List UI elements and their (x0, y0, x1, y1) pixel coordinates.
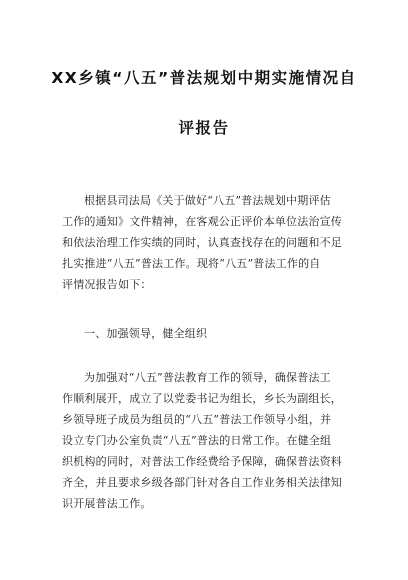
section-heading-text: 一、加强领导，健全组织 (84, 327, 208, 340)
paragraph-line: 齐全，并且要求乡级各部门针对各自工作业务相关法律知 (62, 476, 342, 489)
document-title-line-2: 评报告 (178, 119, 230, 137)
document-title-line-1: XX乡镇“八五”普法规划中期实施情况自 (51, 69, 357, 87)
section-heading (62, 323, 362, 344)
paragraph-line: 和依法治理工作实绩的同时，认真查找存在的问题和不足 (62, 236, 342, 249)
paragraph-line: 乡领导班子成员为组员的“八五”普法工作领导小组，并 (62, 413, 332, 426)
paragraph-line: 根据县司法局《关于做好“八五”普法规划中期评估 (84, 194, 331, 207)
paragraph-intro (62, 190, 362, 295)
paragraph-line: 工作的通知》文件精神，在客观公正评价本单位法治宣传 (62, 215, 342, 228)
paragraph-line: 设立专门办公室负责“八五”普法的日常工作。在健全组 (62, 434, 332, 447)
paragraph-line: 为加强对“八五”普法教育工作的领导，确保普法工 (84, 371, 331, 384)
paragraph-section1 (62, 367, 362, 514)
paragraph-line: 评情况报告如下： (62, 278, 152, 291)
paragraph-line: 识开展普法工作。 (62, 497, 152, 510)
paragraph-line: 织机构的同时，对普法工作经费给予保障，确保普法资料 (62, 455, 342, 468)
paragraph-line: 扎实推进“八五”普法工作。现将“八五”普法工作的自 (62, 257, 321, 270)
paragraph-line: 作顺利展开，成立了以党委书记为组长，乡长为副组长， (62, 392, 342, 405)
